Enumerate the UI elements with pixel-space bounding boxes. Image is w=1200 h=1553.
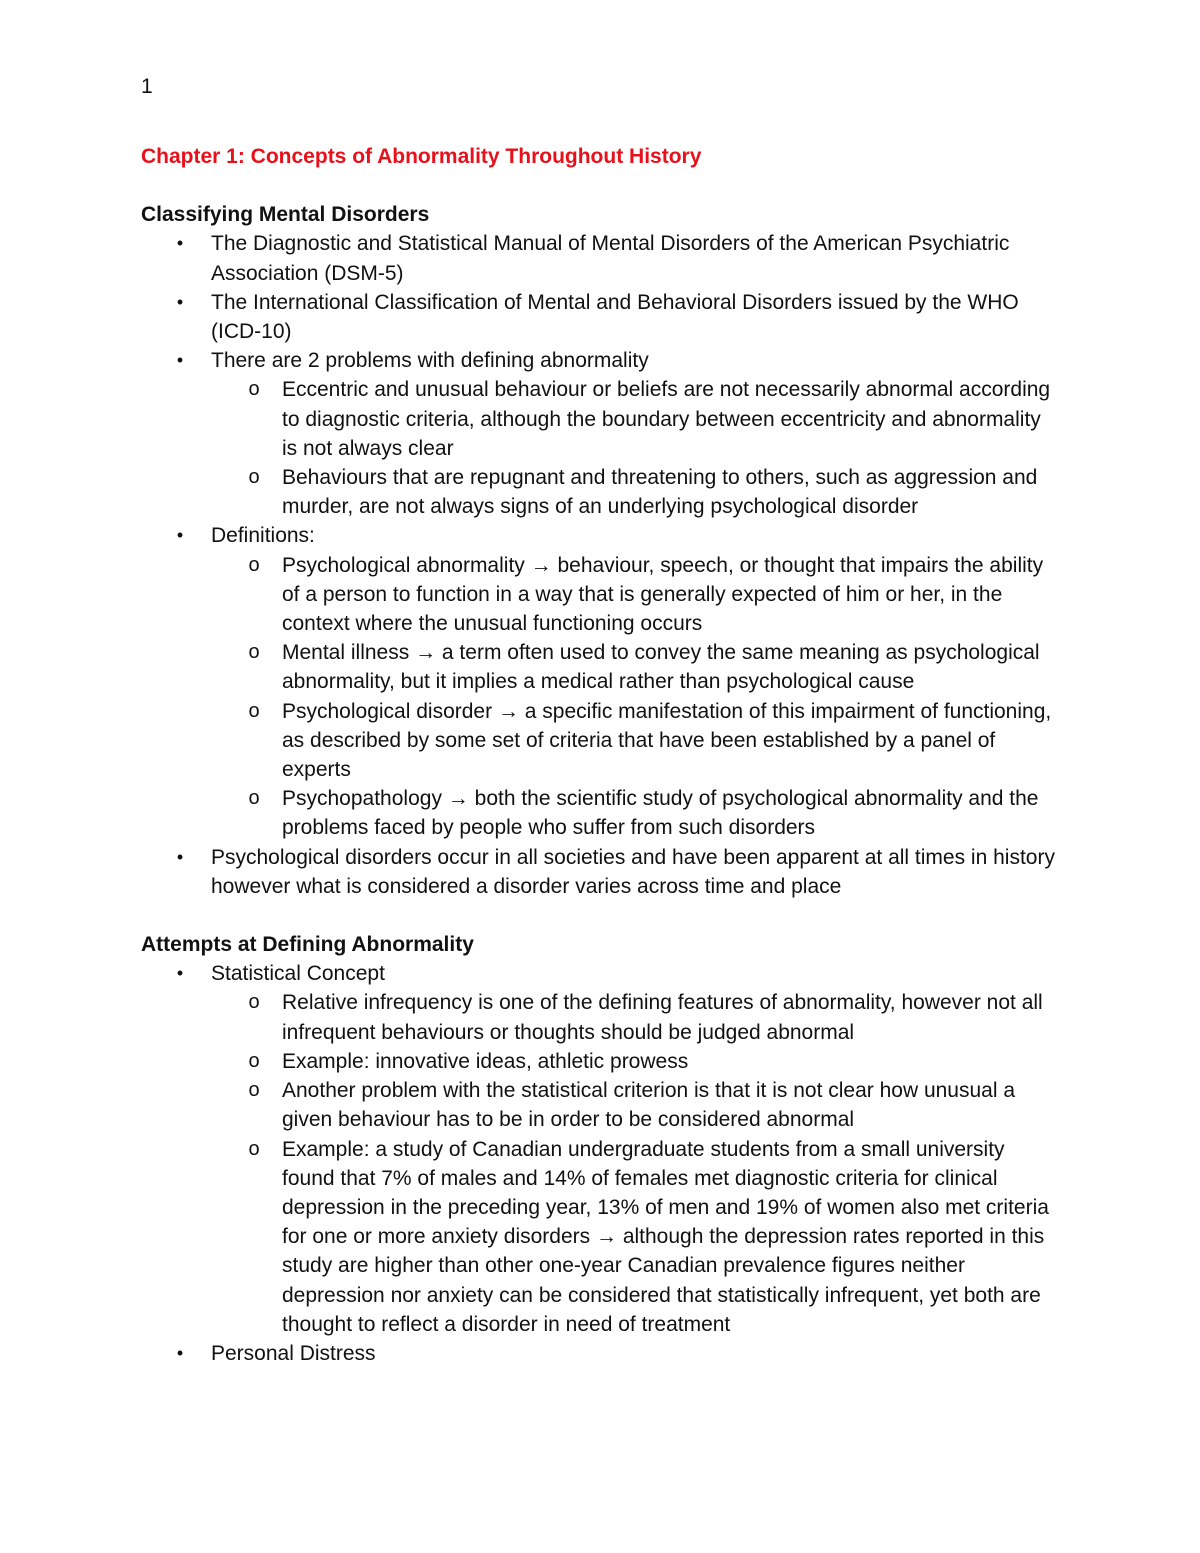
chapter-title: Chapter 1: Concepts of Abnormality Throughout History xyxy=(141,145,702,168)
list-item-text: Statistical Concept xyxy=(211,962,385,986)
definition-term: Mental illness xyxy=(282,641,410,665)
sub-list-item-text: Behaviours that are repugnant and threatening to others, such as aggression and murder, are not always signs of an underlying psychological disorder xyxy=(282,466,1038,519)
bullet-icon: • xyxy=(176,963,184,984)
list-item xyxy=(141,346,1061,521)
definition-text: behaviour, speech, or thought that impairs the ability of a person to function in a way that is generally expected of him or her, in the context where the unusual functioning occurs xyxy=(282,553,1044,636)
section-spacer xyxy=(141,901,1061,930)
page-number: 1 xyxy=(141,75,153,98)
sub-list-item xyxy=(211,1076,1061,1134)
sub-list-item-text: Relative infrequency is one of the defining features of abnormality, however not all infrequent behaviours or thoughts should be judged abnormal xyxy=(282,991,1043,1044)
definition-item xyxy=(211,551,1061,639)
definition-text: both the scientific study of psychological abnormality and the problems faced by people who suffer from such disorders xyxy=(282,787,1039,840)
definition-text: a specific manifestation of this impairment of functioning, as described by some set of criteria that have been established by a panel of experts xyxy=(282,699,1052,782)
definition-term: Psychological disorder xyxy=(282,699,493,723)
definition-term: Psychological abnormality xyxy=(282,553,525,577)
arrow-right-icon: → xyxy=(530,553,552,577)
sub-bullet-icon: o xyxy=(248,787,260,810)
sub-list-item-text: although the depression rates reported in this study are higher than other one-year Canadian prevalence figures neither depression nor anxiety can be considered that statistically infrequent, yet both are thought to reflect a disorder in need of treatment xyxy=(282,1225,1045,1336)
arrow-right-icon: → xyxy=(447,787,469,811)
list-item xyxy=(141,1339,1061,1368)
definition-term: Psychopathology xyxy=(282,787,442,811)
arrow-right-icon: → xyxy=(415,641,437,665)
list-item-text: Definitions: xyxy=(211,524,315,548)
sub-bullet-list xyxy=(211,375,1061,521)
bullet-icon: • xyxy=(176,291,184,312)
sub-bullet-icon: o xyxy=(248,553,260,576)
list-item xyxy=(141,521,1061,842)
bullet-icon: • xyxy=(176,233,184,254)
sub-list-item-text: Example: a study of Canadian undergraduate students from a small university found that 7% of males and 14% of females met diagnostic criteria for clinical depression in the preceding year, 13% of men and 19% of women also met criteria for one or more anxiety disorders xyxy=(282,1137,1049,1249)
bullet-icon: • xyxy=(176,525,184,546)
bullet-icon: • xyxy=(176,350,184,371)
definition-item xyxy=(211,638,1061,696)
sub-bullet-list xyxy=(211,988,1061,1338)
sub-bullet-icon: o xyxy=(248,1137,260,1160)
sub-bullet-icon: o xyxy=(248,991,260,1014)
list-item-text: The International Classification of Mental and Behavioral Disorders issued by the WHO (ICD-10) xyxy=(211,290,1019,344)
sub-bullet-icon: o xyxy=(248,641,260,664)
sub-list-item xyxy=(211,988,1061,1046)
bullet-list xyxy=(141,229,1061,901)
arrow-right-icon: → xyxy=(497,699,519,723)
document-body xyxy=(141,142,1061,1368)
section-classifying-mental-disorders xyxy=(141,200,1061,901)
list-item xyxy=(141,843,1061,901)
sub-list-item xyxy=(211,375,1061,463)
list-item xyxy=(141,288,1061,346)
definition-text: a term often used to convey the same meaning as psychological abnormality, but it implies a medical rather than psychological cause xyxy=(282,641,1040,694)
sub-bullet-icon: o xyxy=(248,1079,260,1102)
bullet-icon: • xyxy=(176,846,184,867)
list-item-text: The Diagnostic and Statistical Manual of Mental Disorders of the American Psychiatric Association (DSM-5) xyxy=(211,232,1010,285)
arrow-right-icon: → xyxy=(595,1225,617,1249)
sub-list-item-text: Eccentric and unusual behaviour or beliefs are not necessarily abnormal according to diagnostic criteria, although the boundary between eccentricity and abnormality is not always clear xyxy=(282,378,1051,460)
sub-bullet-icon: o xyxy=(248,699,260,722)
definition-item xyxy=(211,697,1061,785)
list-item xyxy=(141,959,1061,1339)
definition-item xyxy=(211,784,1061,842)
sub-list-item-text: Example: innovative ideas, athletic prowess xyxy=(282,1049,689,1073)
sub-bullet-icon: o xyxy=(248,378,260,401)
list-item-text: There are 2 problems with defining abnormality xyxy=(211,349,649,373)
bullet-icon: • xyxy=(176,1342,184,1363)
sub-list-item xyxy=(211,1135,1061,1339)
sub-list-item-text: Another problem with the statistical criterion is that it is not clear how unusual a given behaviour has to be in order to be considered abnormal xyxy=(282,1079,1016,1132)
list-item-text: Personal Distress xyxy=(211,1341,376,1365)
list-item-text: Psychological disorders occur in all societies and have been apparent at all times in history however what is considered a disorder varies across time and place xyxy=(211,845,1055,898)
list-item xyxy=(141,229,1061,287)
sub-list-item xyxy=(211,463,1061,521)
section-heading: Classifying Mental Disorders xyxy=(141,203,430,227)
section-heading: Attempts at Defining Abnormality xyxy=(141,933,474,957)
sub-bullet-icon: o xyxy=(248,466,260,489)
bullet-list xyxy=(141,959,1061,1368)
sub-bullet-icon: o xyxy=(248,1049,260,1072)
section-attempts-at-defining-abnormality xyxy=(141,930,1061,1368)
sub-list-item xyxy=(211,1047,1061,1076)
sub-bullet-list xyxy=(211,551,1061,843)
